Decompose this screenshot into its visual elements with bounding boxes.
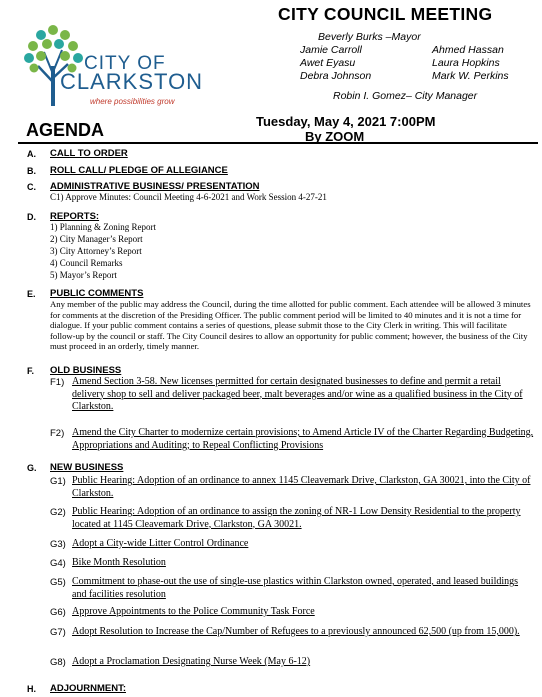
council-member: Debra Johnson xyxy=(300,70,372,82)
agenda-item-g6-link[interactable]: Approve Appointments to the Police Community Task Force xyxy=(72,606,315,617)
council-member: Mark W. Perkins xyxy=(432,70,509,82)
agenda-item-g3-link[interactable]: Adopt a City-wide Litter Control Ordinance xyxy=(72,538,249,549)
section-letter: D. xyxy=(27,212,36,222)
meeting-location: By ZOOM xyxy=(305,129,365,144)
logo-clarkston-text: CLARKSTON xyxy=(60,69,204,94)
header-divider xyxy=(18,142,538,144)
public-comment-paragraph: Any member of the public may address the Council, during the time allotted for public comment. Each attendee will be allowed 3 minutes for comments at the discretion of the Presiding Officer. The public comment period will be limited to 40 minutes and it is not a time for dialogue. If your public comment contains a series of questions, please submit those to the City Clerk in writing. This will facilitate follow-up by the council or staff. The City Council desires to allow an opportunity for public comment; however, the business of the City must proceed in an orderly, timely manner. xyxy=(50,299,531,351)
item-label-g3: G3) xyxy=(50,539,66,550)
council-member: Awet Eyasu xyxy=(300,57,356,69)
item-label-g5: G5) xyxy=(50,577,66,588)
section-letter: H. xyxy=(27,684,36,694)
item-label-f1: F1) xyxy=(50,377,65,388)
agenda-item-f2-link[interactable]: Amend the City Charter to modernize certain provisions; to Amend Article IV of the Charter Regarding Budgeting, Appropriations and Auditing; to Repeal Conflicting Provisions xyxy=(72,427,534,451)
meeting-date: Tuesday, May 4, 2021 7:00PM xyxy=(256,114,436,129)
council-member: Laura Hopkins xyxy=(432,57,500,69)
agenda-item-f1-link[interactable]: Amend Section 3-58. New licenses permitted for certain designated businesses to define and permit a retail delivery shop to sell and deliver packaged beer, malt beverages and/or wine as a qualified business in the City of Clarkston. xyxy=(72,376,523,412)
item-label-g4: G4) xyxy=(50,558,66,569)
section-title-reports: REPORTS: xyxy=(50,211,100,222)
section-title-administrative: ADMINISTRATIVE BUSINESS/ PRESENTATION xyxy=(50,181,260,192)
agenda-item-g7-link[interactable]: Adopt Resolution to Increase the Cap/Number of Refugees to a previously announced 62,500 (up from 15,000). xyxy=(72,626,520,637)
section-title-public-comments: PUBLIC COMMENTS xyxy=(50,288,144,299)
section-title-new-business: NEW BUSINESS xyxy=(50,462,124,473)
item-label-g7: G7) xyxy=(50,627,66,638)
section-letter: G. xyxy=(27,463,37,473)
report-item: 1) Planning & Zoning Report xyxy=(50,222,156,232)
item-label-g6: G6) xyxy=(50,607,66,618)
section-title-adjournment: ADJOURNMENT: xyxy=(50,683,126,694)
agenda-item-g1-link[interactable]: Public Hearing: Adoption of an ordinance to annex 1145 Cleavemark Drive, Clarkston, GA 30021, into the City of Clarkston. xyxy=(72,475,531,499)
logo-tagline: where possibilities grow xyxy=(90,97,175,106)
report-item: 5) Mayor’s Report xyxy=(50,270,117,280)
item-label-g2: G2) xyxy=(50,507,66,518)
section-title-old-business: OLD BUSINESS xyxy=(50,365,122,376)
council-member: Ahmed Hassan xyxy=(432,44,504,56)
agenda-item-g2-link[interactable]: Public Hearing: Adoption of an ordinance to assign the zoning of NR-1 Low Density Residential to the property located at 1145 Cleavemark Drive, Clarkston, GA 30021. xyxy=(72,506,521,530)
item-label-g8: G8) xyxy=(50,657,66,668)
agenda-item-g4-link[interactable]: Bike Month Resolution xyxy=(72,557,166,568)
city-logo-tree-icon xyxy=(22,22,86,108)
section-title-call-to-order: CALL TO ORDER xyxy=(50,148,128,159)
agenda-item-c1: C1) Approve Minutes: Council Meeting 4-6-2021 and Work Session 4-27-21 xyxy=(50,192,327,202)
item-label-g1: G1) xyxy=(50,476,66,487)
section-title-roll-call: ROLL CALL/ PLEDGE OF ALLEGIANCE xyxy=(50,165,228,176)
report-item: 2) City Manager’s Report xyxy=(50,234,143,244)
section-letter: C. xyxy=(27,182,36,192)
section-letter: E. xyxy=(27,289,36,299)
agenda-title: AGENDA xyxy=(26,120,105,140)
report-item: 3) City Attorney’s Report xyxy=(50,246,142,256)
logo-city-of-text: CITY OF xyxy=(84,53,166,74)
agenda-item-g5-link[interactable]: Commitment to phase-out the use of single-use plastics within Clarkston owned, operated, and leased buildings and facilities resolution xyxy=(72,576,519,600)
council-member: Jamie Carroll xyxy=(300,44,362,56)
mayor-name: Beverly Burks –Mayor xyxy=(318,31,421,43)
city-manager-name: Robin I. Gomez– City Manager xyxy=(333,90,478,102)
section-letter: A. xyxy=(27,149,36,159)
section-letter: F. xyxy=(27,366,35,376)
meeting-title: CITY COUNCIL MEETING xyxy=(278,4,493,24)
report-item: 4) Council Remarks xyxy=(50,258,123,268)
section-letter: B. xyxy=(27,166,36,176)
item-label-f2: F2) xyxy=(50,428,65,439)
agenda-item-g8-link[interactable]: Adopt a Proclamation Designating Nurse Week (May 6-12) xyxy=(72,656,311,667)
